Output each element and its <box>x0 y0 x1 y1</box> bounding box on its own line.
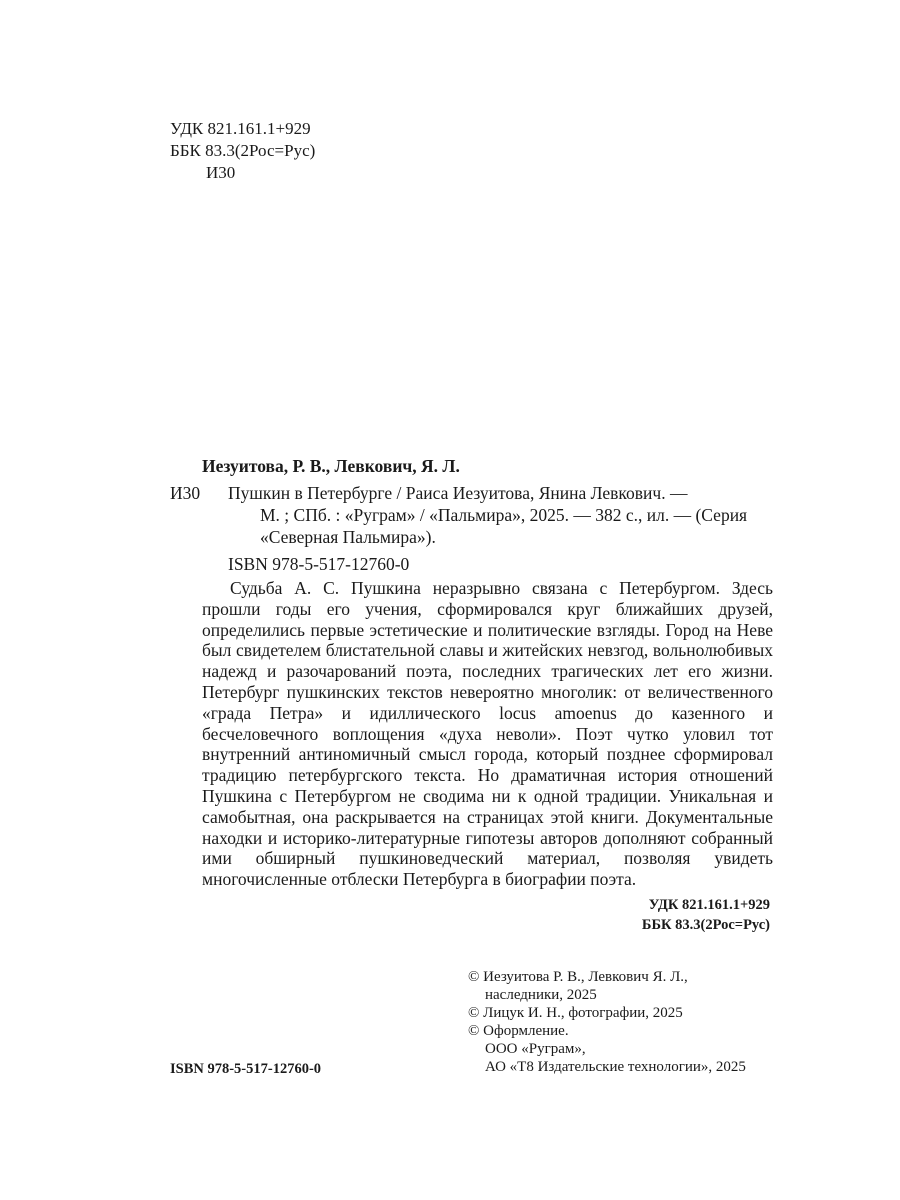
entry-description-line3: «Северная Пальмира»). <box>260 527 436 547</box>
copyright-line: АО «Т8 Издательские технологии», 2025 <box>485 1059 746 1075</box>
copyright-line: © Лицук И. Н., фотографии, 2025 <box>468 1005 683 1021</box>
bibliographic-entry <box>170 482 780 548</box>
classification-codes-right <box>560 895 770 935</box>
copyright-line: © Иезуитова Р. В., Левкович Я. Л., <box>468 969 688 985</box>
copyright-line: © Оформление. <box>468 1023 569 1039</box>
copyright-line: ООО «Руграм», <box>485 1041 586 1057</box>
bbk-code-right: ББК 83.3(2Рос=Рус) <box>641 917 770 933</box>
annotation-text: Судьба А. С. Пушкина неразрывно связана с Петербургом. Здесь прошли годы его учения, сформировался круг ближайших друзей, определились первые эстетические и политические взгляды. Город на Неве был свидетелем блистательной славы и житейских невзгод, вольнолюбивых надежд и разочарований поэта, последних трагических лет его жизни. Петербург пушкинских текстов невероятно многолик: от величественного «града Петра» и идиллического locus amoenus до казенного и бесчеловечного воплощения «духа неволи». Поэт чутко уловил тот внутренний антиномичный смысл города, который позднее сформировал традицию петербургского текста. Но драматичная история отношений Пушкина с Петербургом не сводима ни к одной традиции. Уникальная и самобытная, она раскрывается на страницах этой книги. Документальные находки и историко-литературные гипотезы авторов дополняют собранный ими обширный пушкиноведческий материал, позволяя увидеть многочисленные отблески Петербурга в биографии поэта. <box>202 578 773 890</box>
author-mark: И30 <box>206 163 236 182</box>
classification-codes <box>170 118 315 184</box>
entry-description <box>170 482 780 548</box>
entry-isbn: ISBN 978-5-517-12760-0 <box>228 554 410 574</box>
isbn-bottom: ISBN 978-5-517-12760-0 <box>170 1061 322 1077</box>
entry-description-line2: М. ; СПб. : «Руграм» / «Пальмира», 2025. — 382 с., ил. — (Серия <box>260 505 748 525</box>
copyright-line: наследники, 2025 <box>485 987 597 1003</box>
entry-author: Иезуитова, Р. В., Левкович, Я. Л. <box>202 456 460 476</box>
udk-code: УДК 821.161.1+929 <box>170 119 311 138</box>
entry-author-mark: И30 <box>170 483 201 503</box>
udk-code-right: УДК 821.161.1+929 <box>648 897 770 913</box>
entry-description-line1: Пушкин в Петербурге / Раиса Иезуитова, Янина Левкович. — <box>228 483 688 503</box>
bbk-code: ББК 83.3(2Рос=Рус) <box>170 141 316 160</box>
copyright-block <box>468 968 746 1076</box>
